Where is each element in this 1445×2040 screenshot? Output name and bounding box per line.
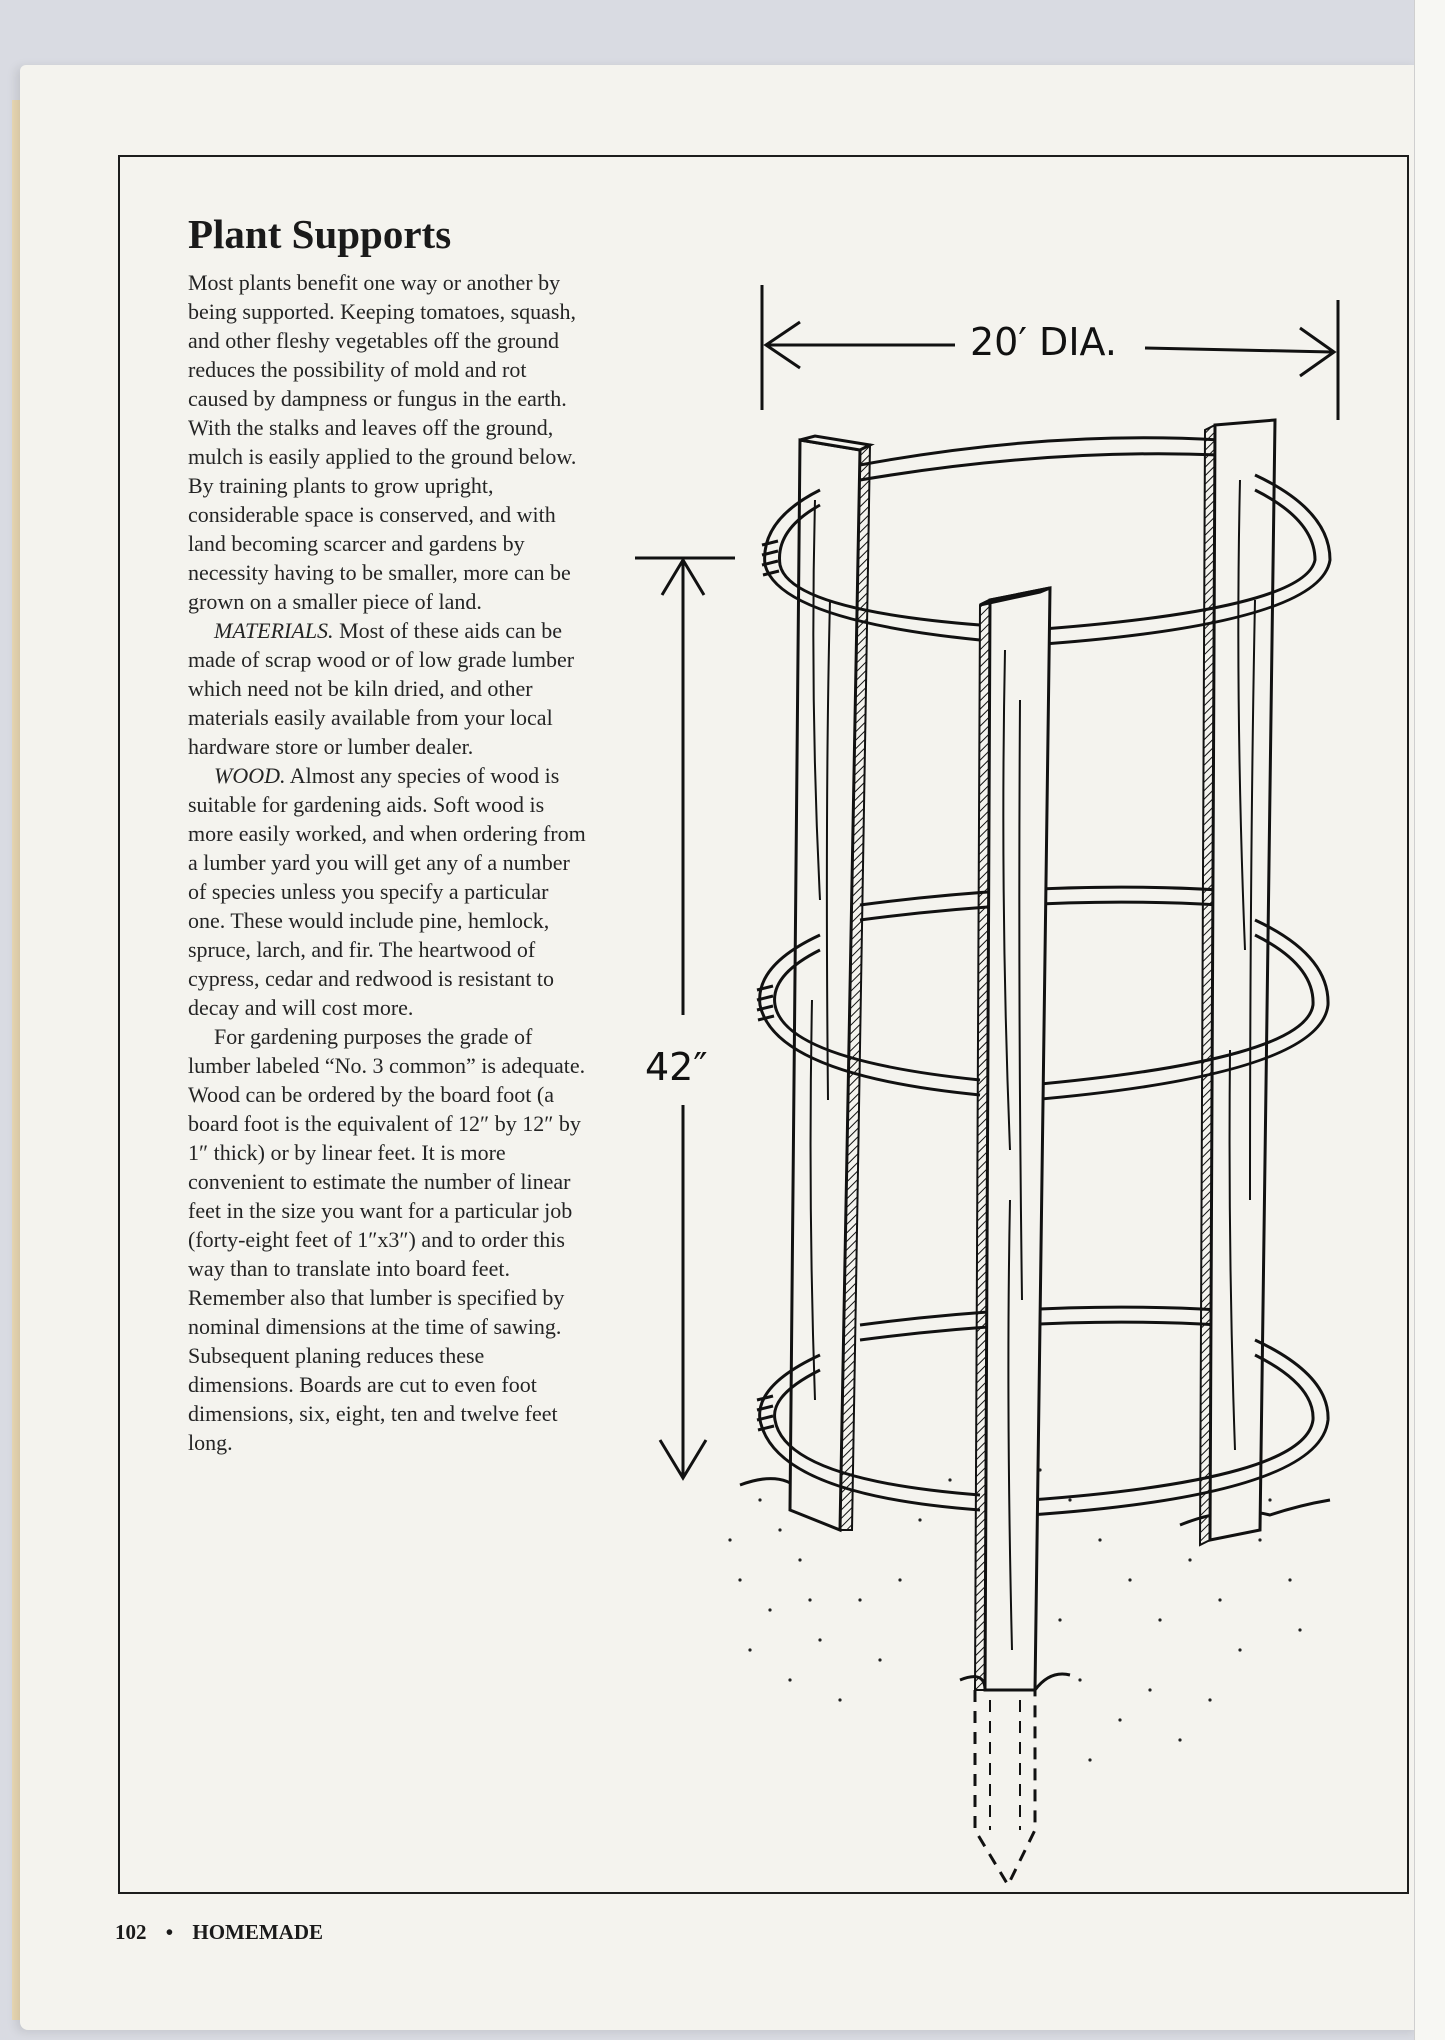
page-number: 102 xyxy=(115,1920,147,1944)
right-stake xyxy=(1200,420,1275,1545)
wire-wraps xyxy=(757,541,779,1430)
center-stake xyxy=(960,588,1070,1885)
article-title: Plant Supports xyxy=(188,211,452,257)
height-dimension xyxy=(635,558,735,1478)
book-title: HOMEMADE xyxy=(192,1920,324,1944)
materials-lead: MATERIALS. xyxy=(214,618,334,643)
grading-paragraph: For gardening purposes the grade of lumber labeled “No. 3 common” is adequate. Wood can be ordered by the board foot (a board foot is the equivalent of 12″ by 12″ by 1″ thick) or by linear feet. It is more convenient to estimate the number of linear feet in the size you want for a particular job (forty-eight feet of 1″x3″) and to order this way than to translate into board feet. Remember also that lumber is specified by nominal dimensions at the time of sawing. Subsequent planing reduces these dimensions. Boards are cut to even foot dimensions, six, eight, ten and twelve feet long. xyxy=(188,1024,586,1455)
page-footer xyxy=(115,1920,337,1945)
wood-lead: WOOD. xyxy=(214,763,286,788)
height-label: 42″ xyxy=(645,1045,708,1089)
diameter-label: 20′ DIA. xyxy=(970,320,1117,364)
footer-bullet: • xyxy=(165,1920,174,1944)
wood-text: Almost any species of wood is suitable for gardening aids. Soft wood is more easily worked, and when ordering from a lumber yard you will get any of a number of species unless you specify a particular one. These would include pine, hemlock, spruce, larch, and fir. The heartwood of cypress, cedar and redwood is resistant to decay and will cost more. xyxy=(188,763,586,1020)
intro-paragraph: Most plants benefit one way or another by being supported. Keeping tomatoes, squash, and other fleshy vegetables off the ground reduces the possibility of mold and rot caused by dampness or fungus in the earth. With the stalks and leaves off the ground, mulch is easily applied to the ground below. By training plants to grow upright, considerable space is conserved, and with land becoming scarcer and gardens by necessity having to be smaller, more can be grown on a smaller piece of land. xyxy=(188,270,577,614)
materials-text: Most of these aids can be made of scrap wood or of low grade lumber which need not be kiln dried, and other materials easily available from your local hardware store or lumber dealer. xyxy=(188,618,575,759)
